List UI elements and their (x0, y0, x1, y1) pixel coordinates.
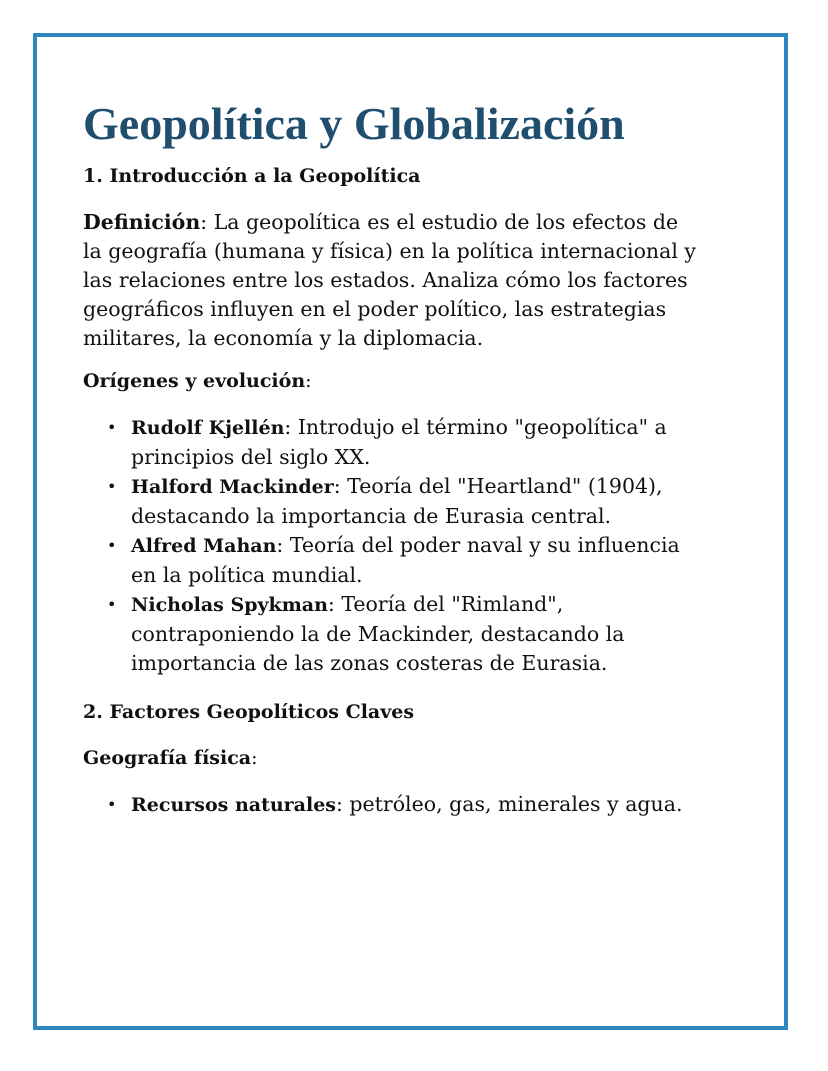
bullet-icon: • (107, 536, 117, 555)
definition-paragraph (83, 208, 698, 353)
document-body (83, 96, 698, 840)
list-item (107, 413, 698, 472)
origins-label: Orígenes y evolución (83, 370, 306, 392)
list-item (107, 590, 698, 678)
origins-subheading (83, 367, 698, 396)
section-2-heading: 2. Factores Geopolíticos Claves (83, 701, 415, 723)
item-text: : Teoría del poder naval y su influencia en la política mundial. (131, 533, 680, 587)
origins-list (83, 413, 698, 678)
item-text: : Teoría del "Heartland" (1904), destacando la importancia de Eurasia central. (131, 474, 663, 528)
definition-text: : La geopolítica es el estudio de los efectos de la geografía (humana y física) en la política internacional y las relaciones entre los estados. Analiza cómo los factores geográficos influyen en el poder político, las estrategias militares, la economía y la diplomacia. (83, 210, 697, 350)
item-text: : petróleo, gas, minerales y agua. (336, 792, 683, 816)
list-item (107, 790, 698, 820)
item-name: Alfred Mahan (131, 535, 277, 557)
bullet-icon: • (107, 795, 117, 814)
item-name: Halford Mackinder (131, 476, 334, 498)
section-1-heading: 1. Introducción a la Geopolítica (83, 165, 421, 187)
physical-geography-label: Geografía física (83, 747, 252, 769)
item-name: Rudolf Kjellén (131, 417, 285, 439)
document-title: Geopolítica y Globalización (83, 98, 625, 149)
physical-geography-subheading (83, 744, 698, 773)
bullet-icon: • (107, 418, 117, 437)
physical-geography-suffix: : (251, 747, 258, 769)
bullet-icon: • (107, 477, 117, 496)
list-item (107, 531, 698, 590)
origins-suffix: : (305, 370, 312, 392)
item-text: : Introdujo el término "geopolítica" a principios del siglo XX. (131, 415, 667, 469)
item-text: : Teoría del "Rimland", contraponiendo la de Mackinder, destacando la importancia de las zonas costeras de Eurasia. (131, 592, 625, 675)
definition-label: Definición (83, 210, 201, 234)
item-name: Nicholas Spykman (131, 594, 328, 616)
list-item (107, 472, 698, 531)
factors-list (83, 790, 698, 820)
item-name: Recursos naturales (131, 794, 336, 816)
bullet-icon: • (107, 595, 117, 614)
